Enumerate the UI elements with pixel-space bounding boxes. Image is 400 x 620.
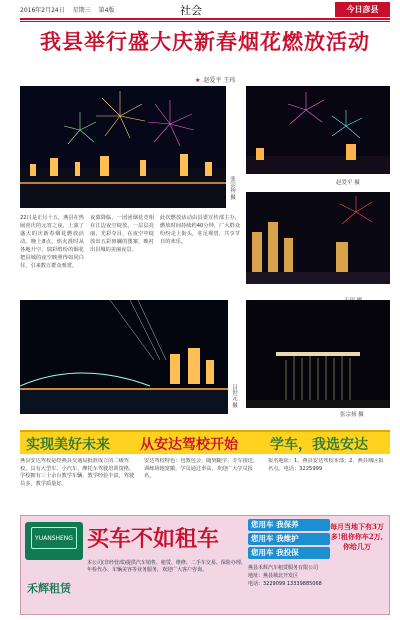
fireworks-image <box>246 300 390 408</box>
ad-slogan: 学车，我选安达 <box>270 437 368 453</box>
photo-main <box>20 86 226 208</box>
paper-logo: 今日彦县 <box>335 2 390 17</box>
contact-address: 地址：燕县城北开发区 <box>248 573 299 579</box>
article-paragraph: 夜幕降临，一团团烟花竞相在江边夜空绽放，一层层亮丽，光彩夺目，在夜空中绽放出五彩斑斓的图案，映衬出县城的美丽夜景。 <box>90 215 154 253</box>
contact-company: 燕县禾辉汽车租赁服务有限公司 <box>248 565 319 571</box>
fireworks-image <box>20 300 228 414</box>
service-badge: 您用车 我保养 <box>248 519 330 531</box>
issue-weekday: 星期三 <box>72 7 91 14</box>
photo-credit: 张宗扬 摄 <box>229 176 235 200</box>
photo-mid-right <box>246 192 390 284</box>
promo-text: 每月当地下有3万多!租你你车2万,你给几万 <box>330 522 384 551</box>
article-column <box>90 214 154 294</box>
company-name-logo: 禾辉租赁 <box>27 582 71 595</box>
article-headline: 我县举行盛大庆新春烟花燃放活动 <box>40 29 370 54</box>
service-description: 本公司(非经营部)提供汽车销售、租赁、维修、二手车交易、保险办理、年检代办、车辆美容等业务服务，欢迎广大客户咨询。 <box>87 560 246 573</box>
article-byline: ★ 赵爱平 王玮 <box>195 77 236 84</box>
issue-page: 第4版 <box>98 7 115 14</box>
header-rule-thin <box>20 21 390 22</box>
photo-credit: 赵爱平 摄 <box>336 180 360 186</box>
ad-column: 安达驾校特色：包教包会、随到随学、专车接送，训练场地宽敞，学员通过率高，欢迎广大学员报名。 <box>144 458 259 479</box>
ad-text-row <box>20 456 390 512</box>
photo-top-right <box>246 86 390 174</box>
ad-banner <box>20 430 390 454</box>
photo-lower-right-1 <box>246 300 390 408</box>
car-rental-ad <box>20 515 390 615</box>
ad-slogan: 从安达驾校开始 <box>140 437 238 453</box>
newspaper-page <box>20 0 390 620</box>
issue-meta <box>20 5 120 14</box>
photo-lower-left <box>20 300 228 414</box>
photo-credit: 吕世元 摄 <box>231 384 237 408</box>
photo-credit: 张宗扬 摄 <box>340 412 364 418</box>
logo-mark: YUANSHENG <box>31 527 77 549</box>
page-header <box>20 2 390 18</box>
ad-slogan: 实现美好未来 <box>26 437 110 453</box>
article-column <box>160 214 240 294</box>
header-rule <box>20 18 390 20</box>
service-badge: 您用车 我投保 <box>248 547 330 559</box>
ad-title: 买车不如租车 <box>87 526 220 552</box>
ad-column: 报名地址：1、燕县安达驾校本部；2、燕县城区报名点。电话：3225999 <box>268 458 384 472</box>
issue-date: 2016年2月24日 <box>20 7 65 14</box>
service-badge: 您用车 我维护 <box>248 533 330 545</box>
company-logo <box>25 522 83 560</box>
contact-phone: 电话：3229099 13339885068 <box>248 581 322 587</box>
article-paragraph: 此次燃放活动由县委宣传部主办，燃放时间持续约40分钟，广大群众纷纷走上街头，驻足观赏，共享节日的欢乐。 <box>160 215 240 245</box>
service-badges <box>248 519 330 561</box>
article-column <box>20 214 84 294</box>
article-paragraph: 22日是正月十五，燕县在热闹喜庆的元宵之夜，上演了盛大的庆新春烟花燃放活动。晚上8点，焰火准时从各地升空，瑞彩缤纷的烟花把县城的夜空映照得如同白昼，引来数万群众观赏。 <box>20 215 84 269</box>
contact-info <box>248 564 388 588</box>
star-icon: ★ <box>195 77 201 84</box>
ad-column: 燕县安达驾校是经燕县交通局批准成立的二级驾校，具有大型车、小汽车、摩托车驾驶培训资格。学校拥有三十余台教学车辆，教学经验丰富，驾驶员多，教学质量好。 <box>20 458 135 487</box>
fireworks-image <box>20 86 226 208</box>
fireworks-image <box>246 86 390 174</box>
fireworks-image <box>246 192 390 284</box>
section-title: 社会 <box>180 4 202 17</box>
